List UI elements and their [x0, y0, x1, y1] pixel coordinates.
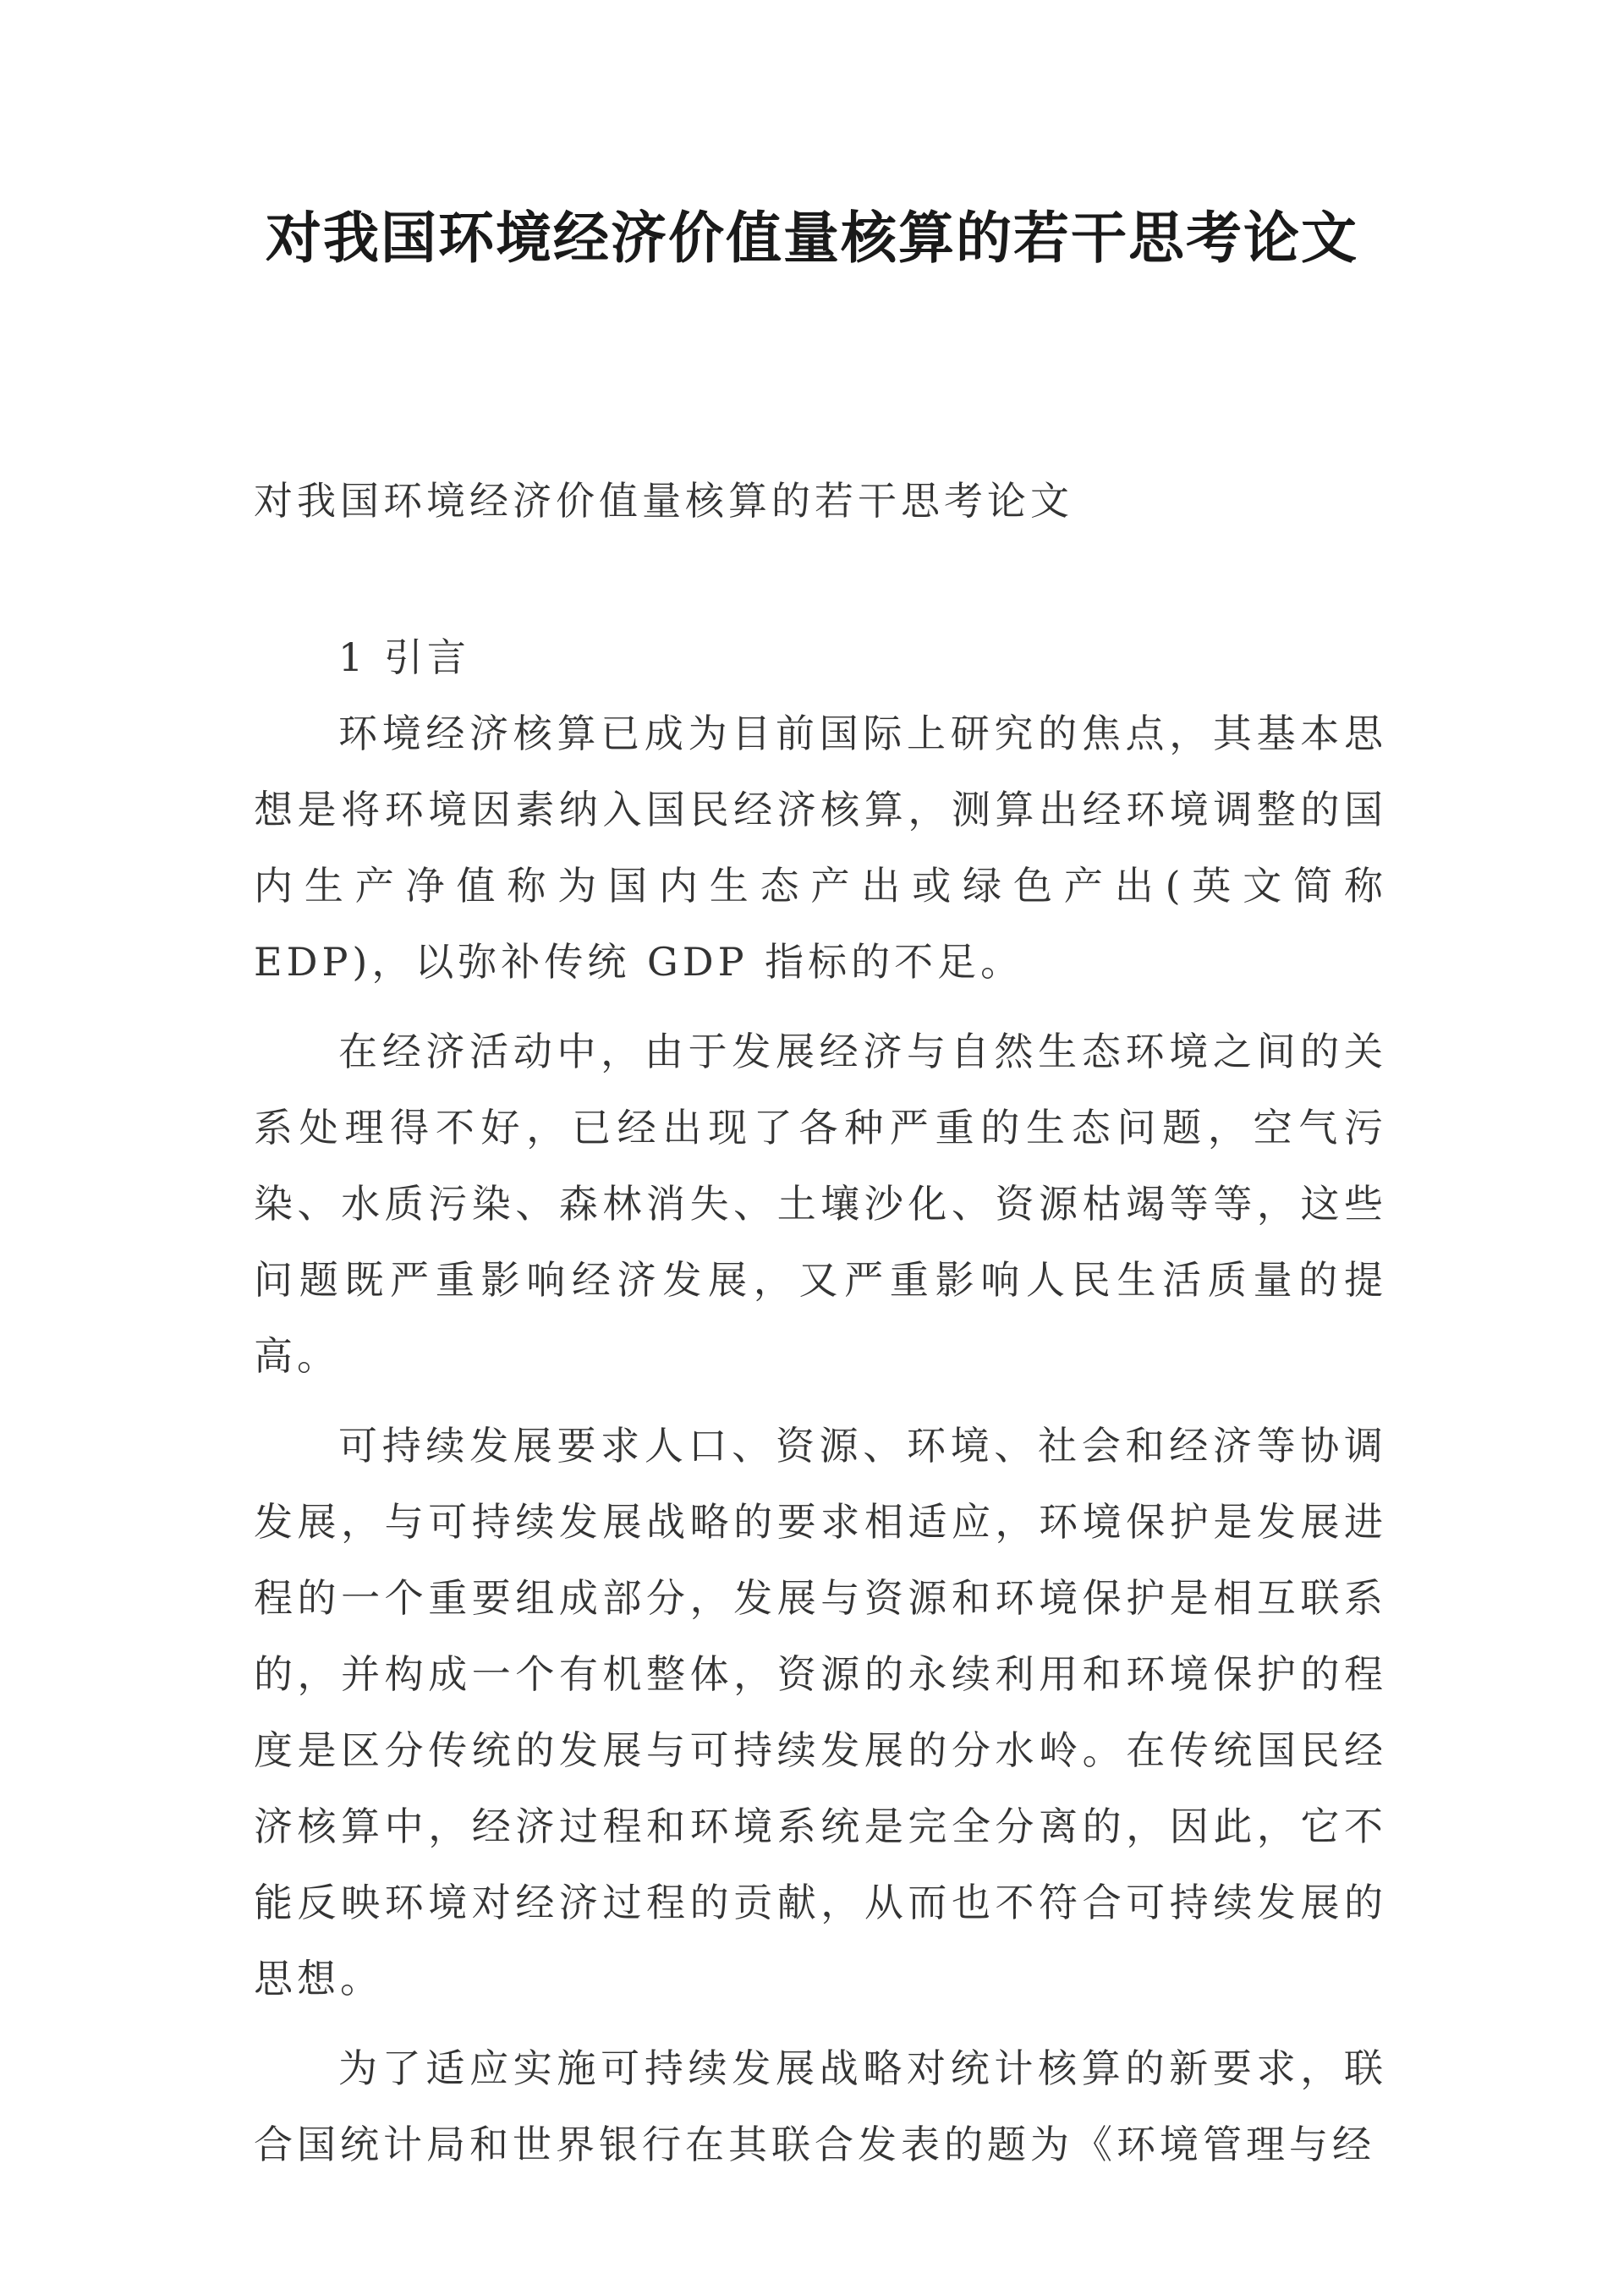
paragraph-4: 为了适应实施可持续发展战略对统计核算的新要求，联合国统计局和世界银行在其联合发表的题为《环境管理与经 [254, 2045, 1387, 2167]
paragraph-2: 在经济活动中，由于发展经济与自然生态环境之间的关系处理得不好，已经出现了各种严重的生态问题，空气污染、水质污染、森林消失、土壤沙化、资源枯竭等等，这些问题既严重影响经济发展，又严重影响人民生活质量的提高。 [254, 1029, 1387, 1379]
document-title: 对我国环境经济价值量核算的若干思考论文 [266, 206, 1358, 271]
document-body [254, 619, 1387, 2182]
section-heading: 1 引言 [338, 634, 470, 680]
paragraph-3: 可持续发展要求人口、资源、环境、社会和经济等协调发展，与可持续发展战略的要求相适应，环境保护是发展进程的一个重要组成部分，发展与资源和环境保护是相互联系的，并构成一个有机整体，资源的永续利用和环境保护的程度是区分传统的发展与可持续发展的分水岭。在传统国民经济核算中，经济过程和环境系统是完全分离的，因此，它不能反映环境对经济过程的贡献，从而也不符合可持续发展的思想。 [254, 1423, 1387, 2001]
document-subtitle: 对我国环境经济价值量核算的若干思考论文 [254, 478, 1073, 524]
paragraph-1: 环境经济核算已成为目前国际上研究的焦点，其基本思想是将环境因素纳入国民经济核算，测算出经环境调整的国内生产净值称为国内生态产出或绿色产出(英文简称 EDP)，以弥补传统 GDP 指标的不足。 [254, 711, 1387, 985]
